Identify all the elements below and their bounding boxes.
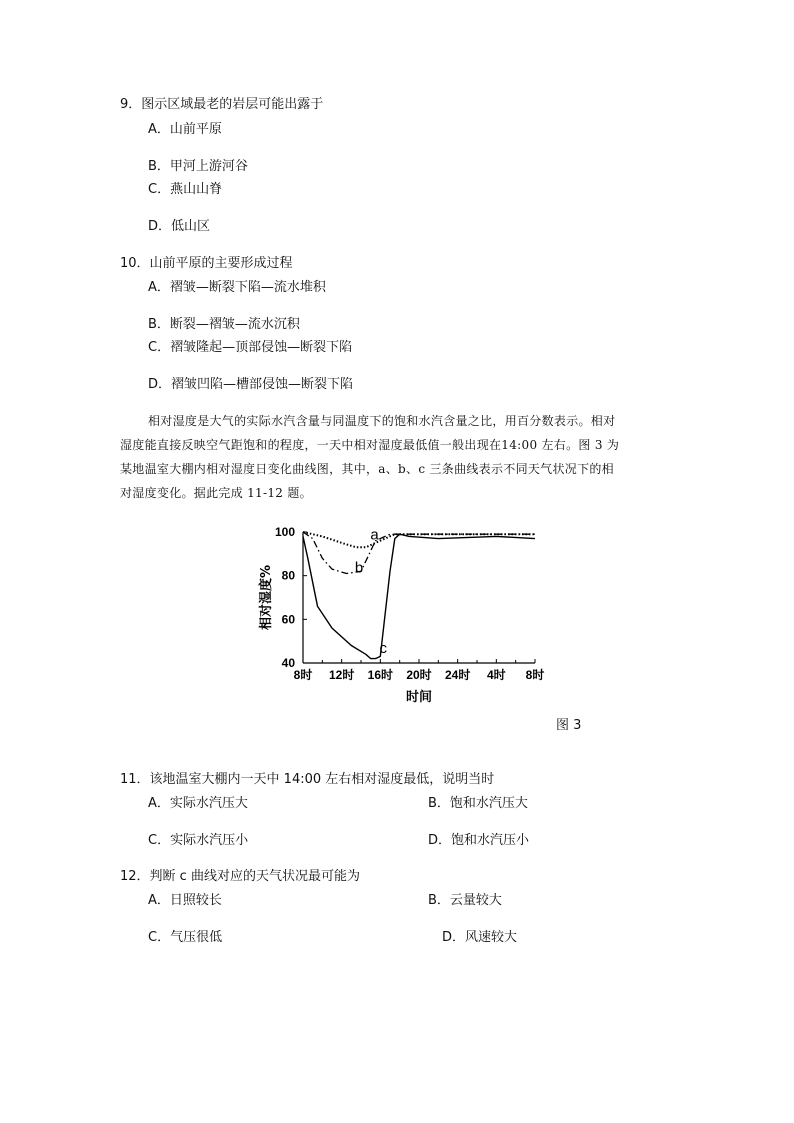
x-axis-title: 时间 [405,690,433,705]
passage-line-3: 某地温室大棚内相对湿度日变化曲线图，其中，a、b、c 三条曲线表示不同天气状况下的相 [120,462,614,476]
question-11-option-c: C．实际水汽压小 [148,833,249,848]
x-tick-label: 20时 [406,668,432,682]
passage-line-2: 湿度能直接反映空气距饱和的程度，一天中相对湿度最低值一般出现在14:00 左右。图 3 为 [120,438,620,452]
question-11-option-b: B．饱和水汽压大 [428,796,528,811]
x-tick-label: 12时 [328,668,355,682]
x-tick-label: 24时 [444,668,471,682]
question-9-option-a: A．山前平原 [148,122,222,137]
humidity-chart [248,518,558,713]
passage-line-1: 相对湿度是大气的实际水汽含量与同温度下的饱和水汽含量之比，用百分数表示。相对 [148,414,616,428]
x-tick-label: 8时 [293,668,313,682]
question-11-option-a: A．实际水汽压大 [148,796,248,811]
question-9-option-d: D．低山区 [148,219,211,234]
question-10-stem: 10．山前平原的主要形成过程 [120,256,293,271]
y-axis-title: 相对湿度% [259,564,274,631]
question-9-option-c: C．燕山山脊 [148,182,223,197]
question-9-stem: 9．图示区域最老的岩层可能出露于 [120,97,324,112]
x-tick-label: 4时 [486,668,506,682]
series-line-b [303,532,535,577]
question-12-option-c: C．气压很低 [148,930,223,945]
question-9-option-b: B．甲河上游河谷 [148,159,248,174]
x-tick-label: 16时 [367,668,394,682]
y-tick-label: 60 [281,612,295,627]
x-tick-label: 8时 [525,668,545,682]
figure-label: 图 3 [556,718,582,733]
question-12-stem: 12．判断 c 曲线对应的天气状况最可能为 [120,869,360,884]
series-line-c [303,534,535,658]
question-11-stem: 11．该地温室大棚内一天中 14:00 左右相对湿度最低，说明当时 [120,772,495,787]
y-tick-label: 80 [281,568,295,583]
question-10-option-a: A．褶皱—断裂下陷—流水堆积 [148,280,326,295]
series-label-b: b [354,559,364,577]
question-10-option-c: C．褶皱隆起—顶部侵蚀—断裂下陷 [148,340,353,355]
question-10-option-d: D．褶皱凹陷—槽部侵蚀—断裂下陷 [148,377,354,392]
series-label-a: a [370,526,379,544]
series-label-c: c [379,639,387,657]
question-12-option-d: D．风速较大 [442,930,518,945]
y-tick-label: 40 [281,656,295,670]
question-10-option-b: B．断裂—褶皱—流水沉积 [148,317,300,332]
passage-line-4: 对湿度变化。据此完成 11-12 题。 [120,486,312,500]
y-tick-label: 100 [274,525,295,539]
question-12-option-b: B．云量较大 [428,893,502,908]
question-12-option-a: A．日照较长 [148,893,222,908]
question-11-option-d: D．饱和水汽压小 [428,833,530,848]
